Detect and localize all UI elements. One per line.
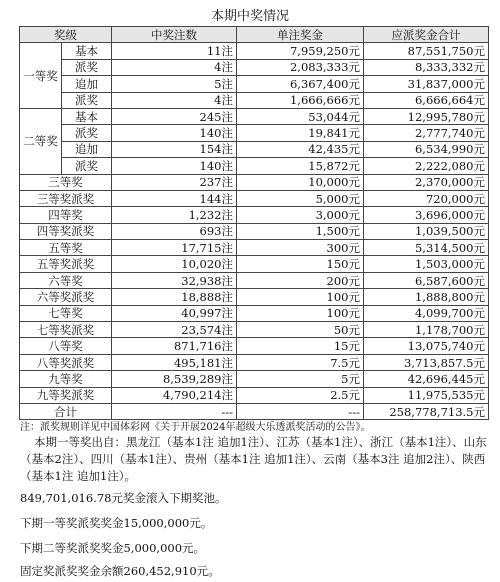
group-level-name: 二等奖: [20, 108, 62, 174]
total-cell: 1,178,700元: [364, 322, 489, 338]
prize-cell: 53,044元: [237, 108, 364, 124]
header-level: 奖级: [20, 27, 112, 43]
total-cell: 5,314,500元: [364, 240, 489, 256]
level-cell: 九等奖: [20, 371, 112, 387]
prize-cell: 7,959,250元: [237, 43, 364, 59]
count-cell: 693注: [112, 223, 237, 239]
count-cell: 4,790,214注: [112, 387, 237, 403]
prize-cell: 7.5元: [237, 354, 364, 370]
total-cell: 1,503,000元: [364, 256, 489, 272]
table-row: [20, 125, 489, 141]
count-cell: 871,716注: [112, 338, 237, 354]
prize-cell: 300元: [237, 240, 364, 256]
level-cell: 合计: [20, 403, 112, 419]
next-second-prize-bonus-text: 下期二等奖派奖奖金5,000,000元。: [20, 541, 206, 555]
fixed-prize-balance-text: 固定奖派奖奖金余额260,452,910元。: [20, 564, 220, 578]
count-cell: 10,020注: [112, 256, 237, 272]
table-body: [20, 43, 489, 420]
prize-cell: 10,000元: [237, 174, 364, 190]
prize-cell: 100元: [237, 289, 364, 305]
total-cell: 2,777,740元: [364, 125, 489, 141]
prize-cell: 6,367,400元: [237, 76, 364, 92]
table-row: [20, 322, 489, 338]
prize-cell: 1,666,666元: [237, 92, 364, 108]
count-cell: 23,574注: [112, 322, 237, 338]
prize-cell: 150元: [237, 256, 364, 272]
table-row: [20, 174, 489, 190]
prize-cell: 200元: [237, 272, 364, 288]
count-cell: 495,181注: [112, 354, 237, 370]
table-row: [20, 158, 489, 174]
pool-rollover-text: 849,701,016.78元奖金滚入下期奖池。: [20, 491, 227, 505]
page-title: 本期中奖情况: [210, 9, 289, 24]
sub-level: 基本: [62, 108, 112, 124]
total-cell: 720,000元: [364, 190, 489, 206]
level-cell: 三等奖: [20, 174, 112, 190]
total-cell: 3,696,000元: [364, 207, 489, 223]
table-row: [20, 190, 489, 206]
count-cell: 140注: [112, 125, 237, 141]
count-cell: 154注: [112, 141, 237, 157]
total-cell: 2,222,080元: [364, 158, 489, 174]
prize-cell: 50元: [237, 322, 364, 338]
total-cell: 6,666,664元: [364, 92, 489, 108]
total-cell: 6,587,600元: [364, 272, 489, 288]
prize-cell: 3,000元: [237, 207, 364, 223]
table-row: [20, 240, 489, 256]
table-row: [20, 272, 489, 288]
prize-cell: 5,000元: [237, 190, 364, 206]
level-cell: 八等奖: [20, 338, 112, 354]
table-row: [20, 387, 489, 403]
total-cell: 12,995,780元: [364, 108, 489, 124]
count-cell: 140注: [112, 158, 237, 174]
total-cell: 1,039,500元: [364, 223, 489, 239]
sub-level: 派奖: [62, 158, 112, 174]
level-cell: 五等奖派奖: [20, 256, 112, 272]
table-row: [20, 92, 489, 108]
table-row: [20, 59, 489, 75]
total-cell: 1,888,800元: [364, 289, 489, 305]
count-cell: 8,539,289注: [112, 371, 237, 387]
table-row: [20, 338, 489, 354]
sub-level: 追加: [62, 141, 112, 157]
count-cell: 11注: [112, 43, 237, 59]
total-cell: 87,551,750元: [364, 43, 489, 59]
prize-cell: 2.5元: [237, 387, 364, 403]
total-cell: 42,696,445元: [364, 371, 489, 387]
count-cell: 237注: [112, 174, 237, 190]
first-prize-winners-text: 本期一等奖出自：黑龙江（基本1注 追加1注）、江苏（基本1注）、浙江（基本1注）、山东（基本2注）、四川（基本1注）、贵州（基本1注 追加1注）、云南（基本3注 追加2注）、陕西（基本1注 追加1注）。: [20, 435, 487, 483]
next-first-prize-bonus-text: 下期一等奖派奖奖金15,000,000元。: [20, 516, 213, 530]
total-cell: 8,333,332元: [364, 59, 489, 75]
count-cell: ---: [112, 403, 237, 419]
table-row: [20, 371, 489, 387]
level-cell: 七等奖派奖: [20, 322, 112, 338]
level-cell: 三等奖派奖: [20, 190, 112, 206]
prize-cell: 2,083,333元: [237, 59, 364, 75]
sub-level: 派奖: [62, 125, 112, 141]
sub-level: 派奖: [62, 92, 112, 108]
total-cell: 2,370,000元: [364, 174, 489, 190]
total-cell: 4,099,700元: [364, 305, 489, 321]
level-cell: 七等奖: [20, 305, 112, 321]
header-prize: 单注奖金: [237, 27, 364, 43]
total-cell: 31,837,000元: [364, 76, 489, 92]
total-cell: 11,975,535元: [364, 387, 489, 403]
count-cell: 18,888注: [112, 289, 237, 305]
level-cell: 八等奖派奖: [20, 354, 112, 370]
prize-cell: ---: [237, 403, 364, 419]
count-cell: 144注: [112, 190, 237, 206]
sub-level: 追加: [62, 76, 112, 92]
count-cell: 17,715注: [112, 240, 237, 256]
table-header-row: [20, 27, 489, 43]
table-row: [20, 76, 489, 92]
level-cell: 六等奖派奖: [20, 289, 112, 305]
table-note: 注：派奖规则详见中国体彩网《关于开展2024年超级大乐透派奖活动的公告》。: [20, 422, 371, 433]
prize-cell: 5元: [237, 371, 364, 387]
prize-cell: 100元: [237, 305, 364, 321]
total-cell: 3,713,857.5元: [364, 354, 489, 370]
prize-cell: 1,500元: [237, 223, 364, 239]
count-cell: 40,997注: [112, 305, 237, 321]
prize-table: [19, 26, 489, 420]
level-cell: 六等奖: [20, 272, 112, 288]
level-cell: 四等奖派奖: [20, 223, 112, 239]
table-row: [20, 354, 489, 370]
count-cell: 4注: [112, 59, 237, 75]
header-total: 应派奖金合计: [364, 27, 489, 43]
prize-cell: 15元: [237, 338, 364, 354]
level-cell: 四等奖: [20, 207, 112, 223]
level-cell: 九等奖派奖: [20, 387, 112, 403]
table-row: [20, 289, 489, 305]
total-cell: 258,778,713.5元: [364, 403, 489, 419]
count-cell: 4注: [112, 92, 237, 108]
total-cell: 13,075,740元: [364, 338, 489, 354]
prize-cell: 42,435元: [237, 141, 364, 157]
count-cell: 5注: [112, 76, 237, 92]
table-row: [20, 305, 489, 321]
table-row: [20, 207, 489, 223]
table-row: [20, 141, 489, 157]
prize-cell: 15,872元: [237, 158, 364, 174]
total-cell: 6,534,990元: [364, 141, 489, 157]
count-cell: 32,938注: [112, 272, 237, 288]
table-row: [20, 43, 489, 59]
count-cell: 245注: [112, 108, 237, 124]
table-row: [20, 108, 489, 124]
header-count: 中奖注数: [112, 27, 237, 43]
level-cell: 五等奖: [20, 240, 112, 256]
table-row: [20, 256, 489, 272]
group-level-name: 一等奖: [20, 43, 62, 109]
sub-level: 基本: [62, 43, 112, 59]
table-row: [20, 223, 489, 239]
count-cell: 1,232注: [112, 207, 237, 223]
prize-cell: 19,841元: [237, 125, 364, 141]
sub-level: 派奖: [62, 59, 112, 75]
